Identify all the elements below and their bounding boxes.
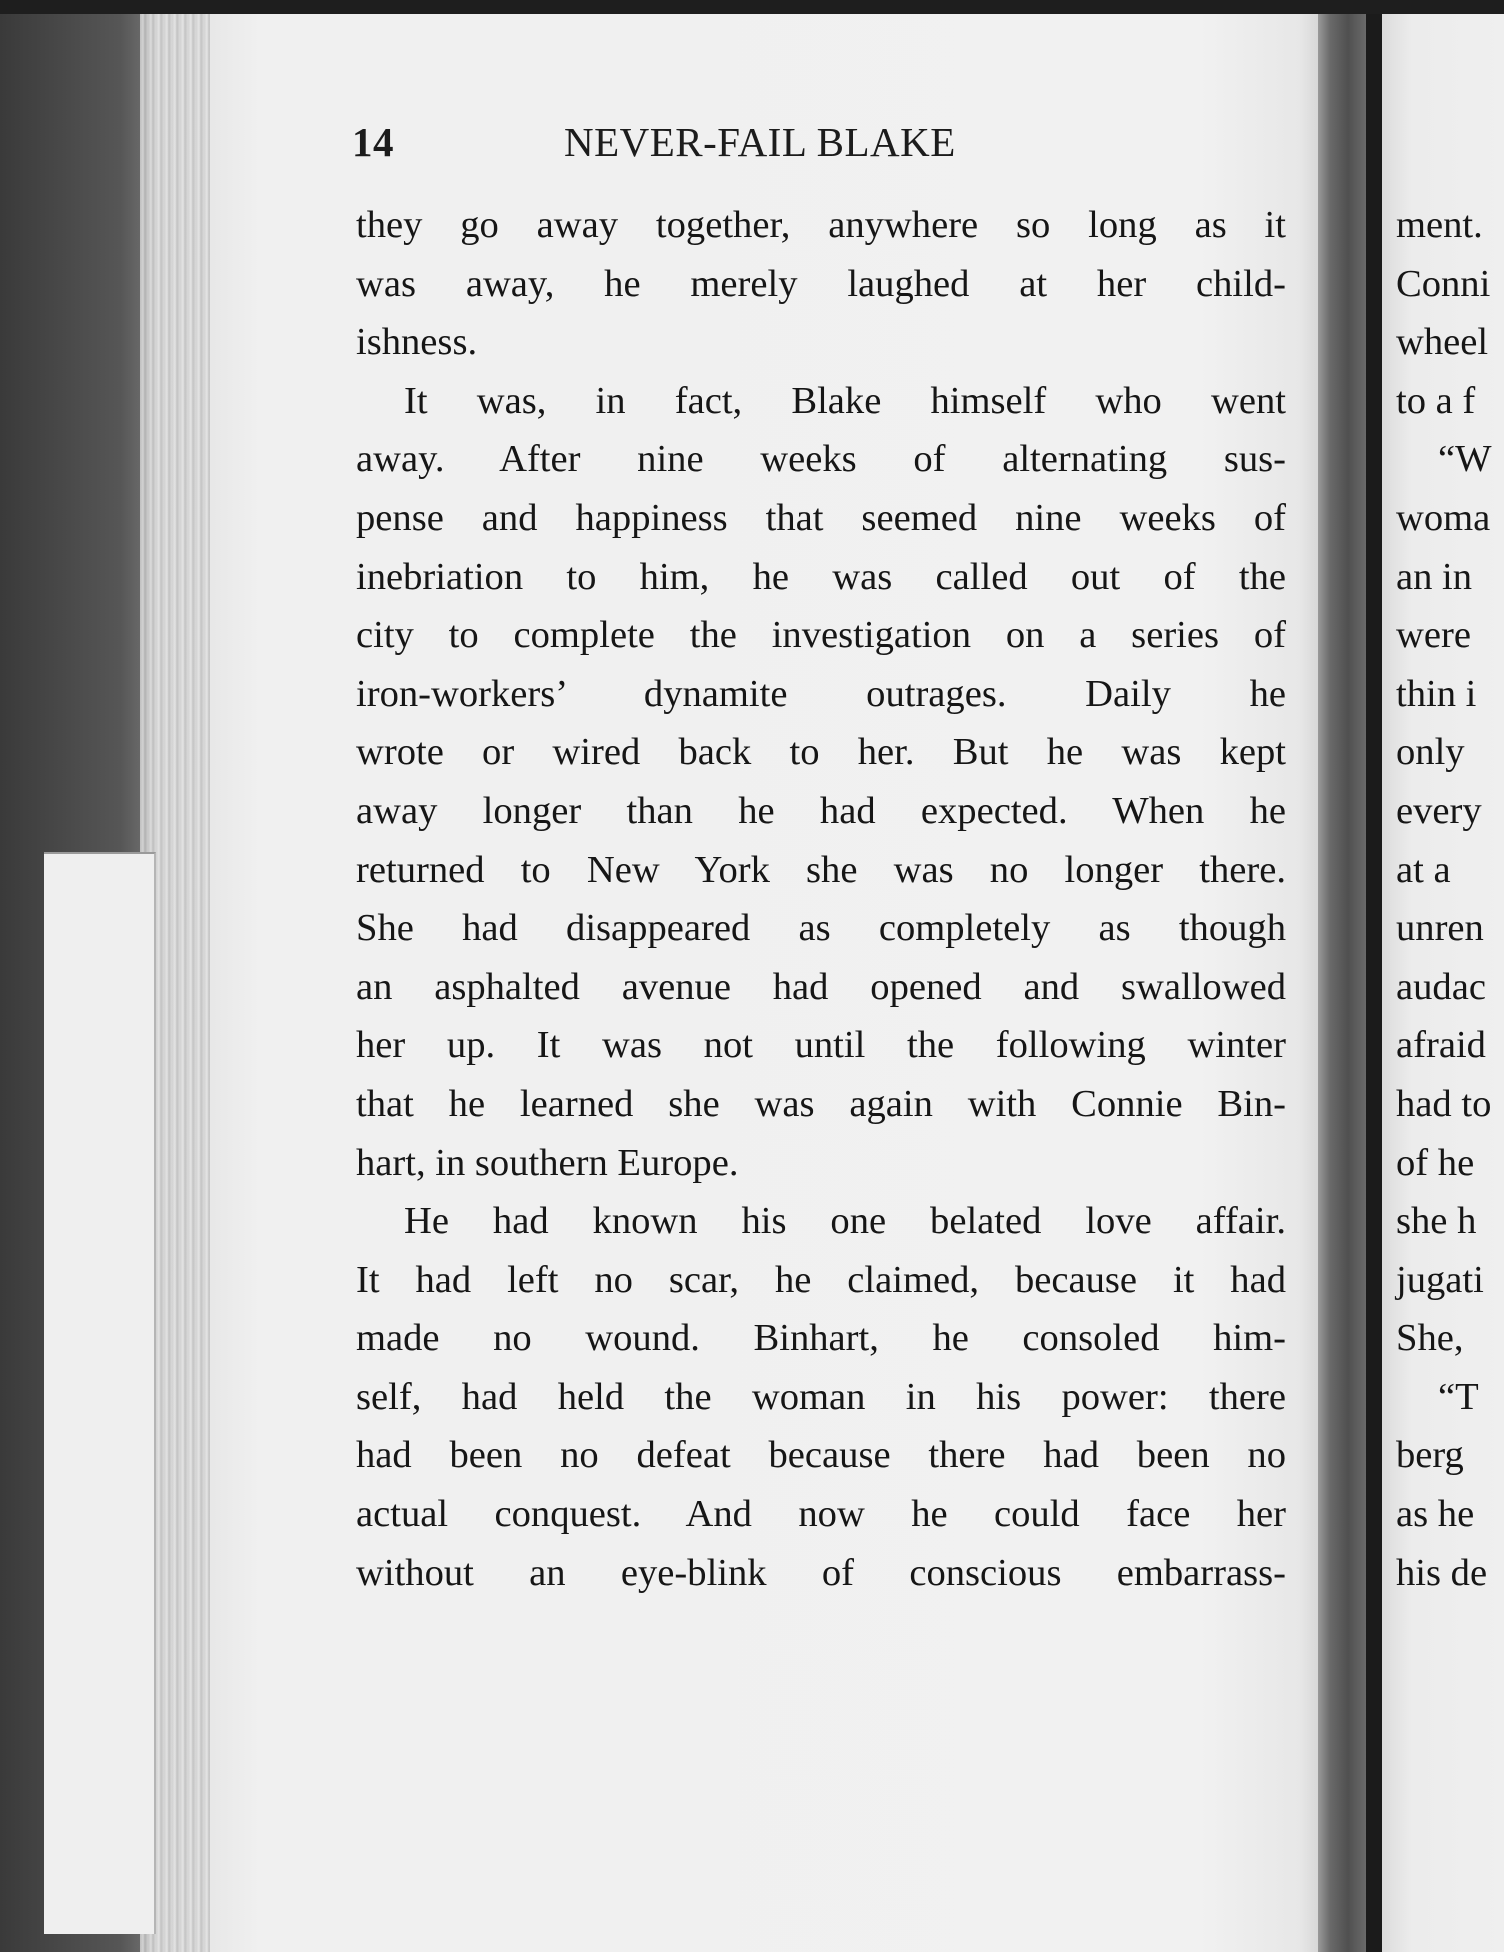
text-line: pense and happiness that seemed nine weeks of (356, 496, 1286, 539)
facing-page-text (1396, 196, 1504, 1602)
text-line: city to complete the investigation on a series of (356, 614, 1286, 657)
text-line: inebriation to him, he was called out of the (356, 555, 1286, 598)
page-edge-insert (44, 852, 156, 1934)
facing-text-line: She, (1396, 1317, 1464, 1360)
text-line: they go away together, anywhere so long as it (356, 204, 1286, 246)
text-line: She had disappeared as completely as though (356, 907, 1286, 950)
text-line: It was, in fact, Blake himself who went (404, 379, 1286, 422)
facing-text-line: at a (1396, 848, 1451, 891)
text-line: made no wound. Binhart, he consoled him- (356, 1317, 1286, 1360)
facing-text-line: an in (1396, 555, 1473, 598)
facing-text-line: to a f (1396, 379, 1476, 422)
facing-text-line: berg (1396, 1434, 1464, 1477)
text-line: wrote or wired back to her. But he was kept (356, 731, 1286, 774)
text-line: self, had held the woman in his power: there (356, 1375, 1286, 1418)
book-gutter (1318, 14, 1366, 1952)
text-line: without an eye-blink of conscious embarrass- (356, 1551, 1286, 1594)
text-line: was away, he merely laughed at her child- (356, 262, 1286, 305)
text-line: had been no defeat because there had been no (356, 1434, 1286, 1477)
facing-text-line: “W (1438, 438, 1492, 481)
facing-text-line: afraid (1396, 1024, 1486, 1067)
text-line: returned to New York she was no longer there. (356, 848, 1286, 891)
facing-text-line: as he (1396, 1493, 1475, 1536)
facing-text-line: audac (1396, 965, 1486, 1008)
facing-text-line: had to (1396, 1082, 1492, 1125)
facing-text-line: only (1396, 731, 1465, 774)
scan-top-edge (0, 0, 1504, 14)
text-line: actual conquest. And now he could face her (356, 1493, 1286, 1536)
text-line: her up. It was not until the following winter (356, 1024, 1286, 1067)
text-line: iron-workers’ dynamite outrages. Daily he (356, 672, 1286, 715)
facing-text-line: his de (1396, 1551, 1488, 1594)
facing-text-line: “T (1438, 1375, 1479, 1418)
page-number: 14 (352, 119, 394, 165)
text-line: He had known his one belated love affair. (404, 1200, 1286, 1243)
text-line: It had left no scar, he claimed, because it had (356, 1258, 1286, 1301)
facing-text-line: ment. (1396, 204, 1483, 246)
text-line: away. After nine weeks of alternating sus- (356, 438, 1286, 481)
text-line: ishness. (356, 321, 478, 364)
page-header (352, 118, 1082, 178)
text-line: hart, in southern Europe. (356, 1141, 739, 1184)
facing-text-line: she h (1396, 1200, 1477, 1243)
facing-text-line: thin i (1396, 672, 1477, 715)
text-line: an asphalted avenue had opened and swallowed (356, 965, 1286, 1008)
facing-text-line: were (1396, 614, 1471, 657)
running-title: NEVER-FAIL BLAKE (564, 119, 956, 165)
facing-text-line: unren (1396, 907, 1484, 950)
facing-text-line: jugati (1396, 1258, 1484, 1301)
facing-text-line: Conni (1396, 262, 1491, 305)
facing-text-line: every (1396, 789, 1482, 832)
text-line: away longer than he had expected. When he (356, 789, 1286, 832)
facing-text-line: of he (1396, 1141, 1475, 1184)
body-text (356, 196, 1286, 1602)
text-line: that he learned she was again with Connie Bin- (356, 1082, 1286, 1125)
facing-text-line: woma (1396, 496, 1491, 539)
facing-text-line: wheel (1396, 321, 1489, 364)
gutter-shadow (1366, 14, 1382, 1952)
